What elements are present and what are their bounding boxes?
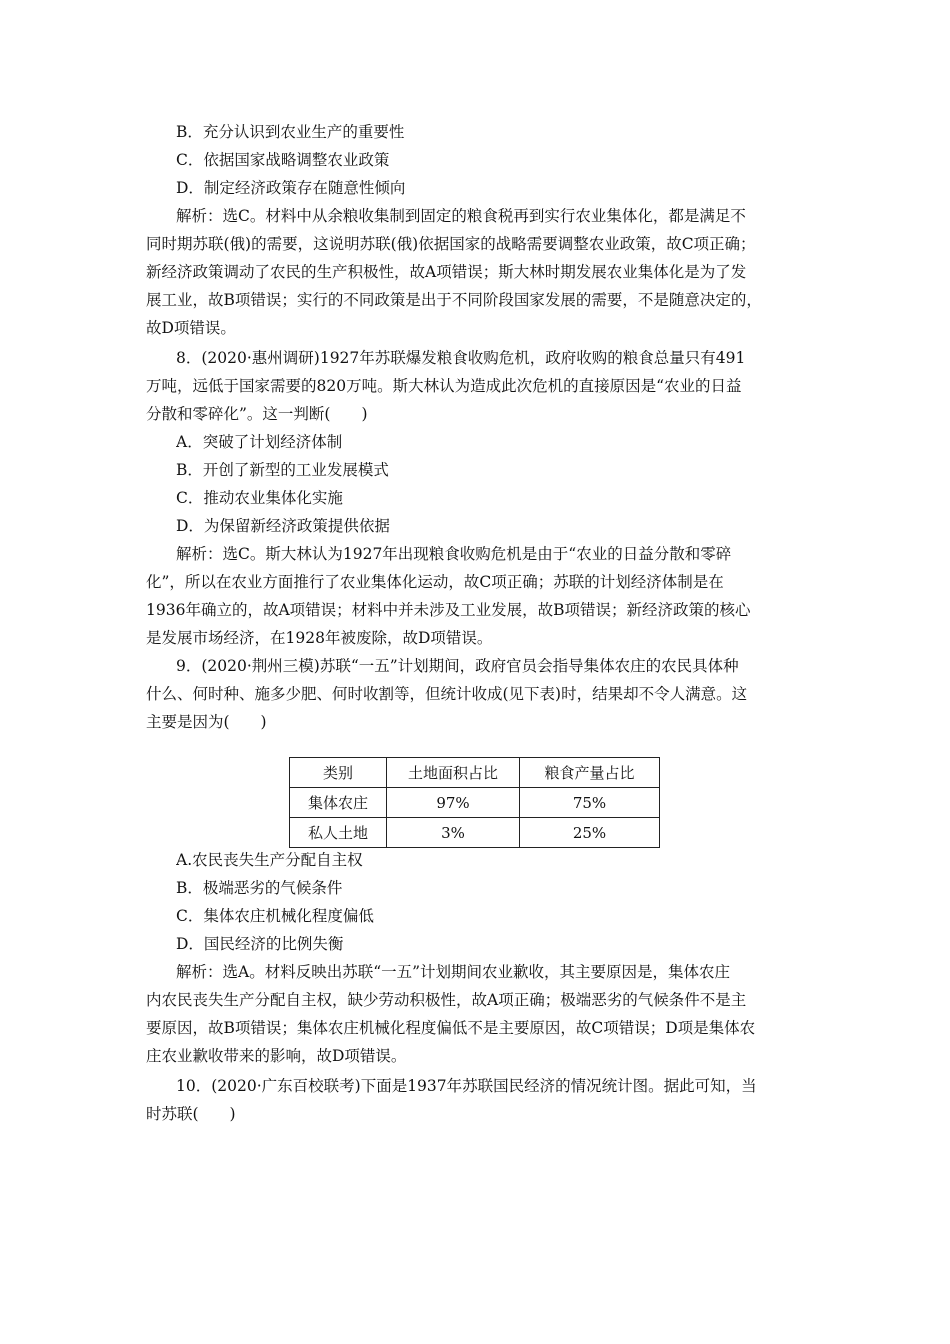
q10-stem-line: 10．(2020·广东百校联考)下面是1937年苏联国民经济的情况统计图。据此可知，当 (176, 1077, 757, 1095)
table-cell: 75% (520, 788, 660, 818)
q8-option-a: A．突破了计划经济体制 (176, 433, 343, 451)
q7-option-b: B．充分认识到农业生产的重要性 (176, 123, 405, 141)
q8-analysis-line: 解析：选C。斯大林认为1927年出现粮食收购危机是由于“农业的日益分散和零碎 (176, 545, 732, 563)
q9-stem-line: 主要是因为( ) (146, 713, 267, 731)
q9-option-a: A.农民丧失生产分配自主权 (176, 851, 363, 869)
q8-analysis-line: 1936年确立的，故A项错误；材料中并未涉及工业发展，故B项错误；新经济政策的核心 (146, 601, 751, 619)
table-cell: 25% (520, 818, 660, 848)
q8-analysis-line: 是发展市场经济，在1928年被废除，故D项错误。 (146, 629, 493, 647)
q9-stem-line: 什么、何时种、施多少肥、何时收割等，但统计收成(见下表)时，结果却不令人满意。这 (146, 685, 748, 703)
q10-stem-line: 时苏联( ) (146, 1105, 236, 1123)
q7-option-c: C．依据国家战略调整农业政策 (176, 151, 390, 169)
table-header-row (290, 758, 660, 788)
q7-analysis-line: 新经济政策调动了农民的生产积极性，故A项错误；斯大林时期发展农业集体化是为了发 (146, 263, 747, 281)
q7-analysis-line: 同时期苏联(俄)的需要，这说明苏联(俄)依据国家的战略需要调整农业政策，故C项正确； (146, 235, 756, 253)
q9-analysis-line: 内农民丧失生产分配自主权，缺少劳动积极性，故A项正确；极端恶劣的气候条件不是主 (146, 991, 747, 1009)
table-cell: 集体农庄 (290, 788, 387, 818)
table-header-cell: 土地面积占比 (387, 758, 520, 788)
q7-analysis-line: 解析：选C。材料中从余粮收集制到固定的粮食税再到实行农业集体化，都是满足不 (176, 207, 746, 225)
q7-option-d: D．制定经济政策存在随意性倾向 (176, 179, 406, 197)
q7-analysis-line: 展工业，故B项错误；实行的不同政策是出于不同阶段国家发展的需要，不是随意决定的， (146, 291, 762, 309)
q8-stem-line: 8．(2020·惠州调研)1927年苏联爆发粮食收购危机，政府收购的粮食总量只有491 (176, 349, 746, 367)
q8-stem-line: 分散和零碎化”。这一判断( ) (146, 405, 368, 423)
q8-option-b: B．开创了新型的工业发展模式 (176, 461, 389, 479)
table-header-cell: 粮食产量占比 (520, 758, 660, 788)
table-cell: 3% (387, 818, 520, 848)
q9-stem-line: 9．(2020·荆州三模)苏联“一五”计划期间，政府官员会指导集体农庄的农民具体种 (176, 657, 739, 675)
q9-option-d: D．国民经济的比例失衡 (176, 935, 344, 953)
q8-stem-line: 万吨，远低于国家需要的820万吨。斯大林认为造成此次危机的直接原因是“农业的日益 (146, 377, 742, 395)
table-cell: 私人土地 (290, 818, 387, 848)
table-cell: 97% (387, 788, 520, 818)
q8-analysis-line: 化”，所以在农业方面推行了农业集体化运动，故C项正确；苏联的计划经济体制是在 (146, 573, 724, 591)
q8-option-c: C．推动农业集体化实施 (176, 489, 343, 507)
table-row (290, 818, 660, 848)
q9-analysis-line: 要原因，故B项错误；集体农庄机械化程度偏低不是主要原因，故C项错误；D项是集体农 (146, 1019, 756, 1037)
q9-option-c: C．集体农庄机械化程度偏低 (176, 907, 374, 925)
q9-analysis-line: 解析：选A。材料反映出苏联“一五”计划期间农业歉收，其主要原因是，集体农庄 (176, 963, 731, 981)
q9-analysis-line: 庄农业歉收带来的影响，故D项错误。 (146, 1047, 407, 1065)
q8-option-d: D．为保留新经济政策提供依据 (176, 517, 390, 535)
table-row (290, 788, 660, 818)
table-header-cell: 类别 (290, 758, 387, 788)
q7-analysis-line: 故D项错误。 (146, 319, 236, 337)
q9-data-table (289, 757, 660, 848)
q9-option-b: B．极端恶劣的气候条件 (176, 879, 343, 897)
